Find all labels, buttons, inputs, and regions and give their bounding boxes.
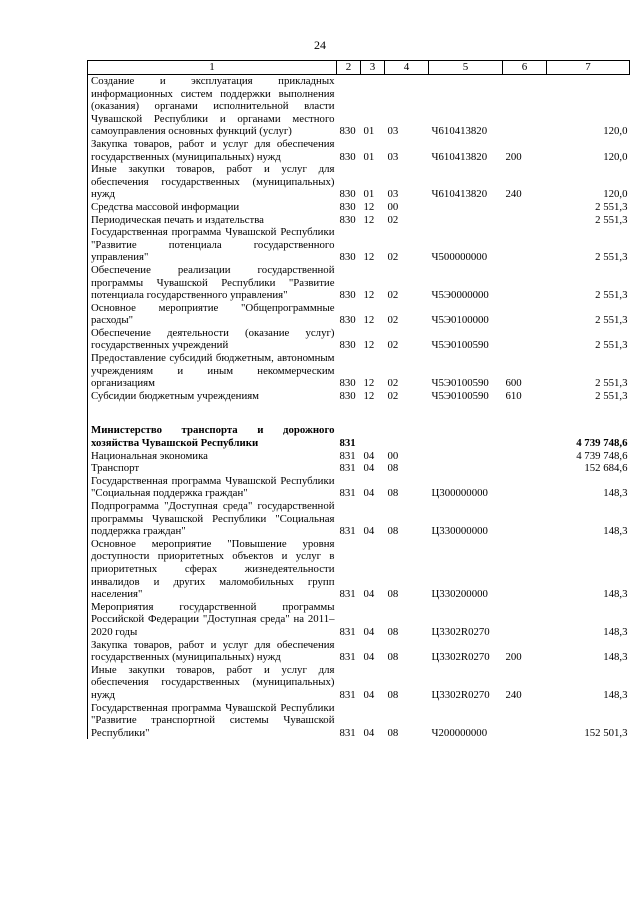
- cell-amount: 120,0: [603, 188, 628, 201]
- cell-rz: 01: [363, 125, 375, 138]
- table-row: [88, 201, 630, 214]
- table-row: [88, 538, 630, 601]
- cell-amount: 2 551,3: [595, 389, 628, 402]
- cell-gr: 830: [339, 200, 356, 213]
- cell-rz: 04: [363, 588, 375, 601]
- cell-amount: 120,0: [603, 150, 628, 163]
- table-row: [88, 327, 630, 352]
- cell-rz: 12: [363, 339, 375, 352]
- cell-name: Иные закупки товаров, работ и услуг для обеспечения государственных (муниципальных) нужд: [88, 664, 337, 702]
- header-col-rz: 3: [361, 61, 385, 75]
- cell-gr: 830: [339, 213, 356, 226]
- cell-vr: [503, 424, 547, 449]
- cell-gr: 830: [339, 251, 356, 264]
- cell-vr: [503, 327, 547, 352]
- table-row: [88, 702, 630, 740]
- cell-rz: 12: [363, 289, 375, 302]
- cell-rz: 12: [363, 314, 375, 327]
- cell-csr: Ц3302R0270: [431, 625, 490, 638]
- cell-vr: [503, 75, 547, 138]
- table-row: [88, 75, 630, 138]
- header-col-csr: 5: [429, 61, 503, 75]
- cell-pr: [385, 424, 429, 449]
- cell-vr: [503, 500, 547, 538]
- cell-pr: 02: [387, 339, 399, 352]
- cell-vr: 600: [505, 377, 522, 390]
- cell-gr: 830: [339, 125, 356, 138]
- cell-rz: 04: [363, 487, 375, 500]
- cell-csr: [429, 201, 503, 214]
- cell-pr: 02: [387, 389, 399, 402]
- cell-csr: Ч5Э0000000: [431, 289, 489, 302]
- cell-amount: 148,3: [603, 588, 628, 601]
- cell-pr: 00: [387, 449, 399, 462]
- cell-amount: [547, 402, 630, 424]
- cell-gr: [337, 402, 361, 424]
- cell-csr: Ч610413820: [431, 188, 488, 201]
- cell-gr: 830: [339, 339, 356, 352]
- cell-rz: [361, 402, 385, 424]
- cell-csr: Ц330000000: [431, 525, 488, 538]
- cell-amount: 152 501,3: [584, 726, 628, 739]
- cell-amount: 2 551,3: [595, 200, 628, 213]
- table-header-row: [88, 61, 630, 75]
- cell-pr: 00: [387, 200, 399, 213]
- cell-csr: Ч610413820: [431, 150, 488, 163]
- cell-csr: Ц3302R0270: [431, 651, 490, 664]
- cell-gr: 831: [339, 688, 356, 701]
- budget-table: [87, 60, 630, 739]
- cell-vr: [503, 475, 547, 500]
- cell-vr: [503, 702, 547, 740]
- cell-amount: 4 739 748,6: [576, 449, 628, 462]
- cell-gr: 830: [339, 150, 356, 163]
- cell-csr: Ч5Э0100590: [431, 377, 489, 390]
- cell-gr: 831: [339, 726, 356, 739]
- cell-vr: [503, 601, 547, 639]
- cell-amount: 2 551,3: [595, 377, 628, 390]
- cell-pr: 08: [387, 525, 399, 538]
- cell-pr: 03: [387, 150, 399, 163]
- cell-rz: 12: [363, 389, 375, 402]
- cell-rz: 12: [363, 251, 375, 264]
- cell-amount: 2 551,3: [595, 289, 628, 302]
- cell-rz: 12: [363, 200, 375, 213]
- cell-vr: 240: [505, 188, 522, 201]
- cell-rz: 04: [363, 651, 375, 664]
- cell-gr: 831: [339, 588, 356, 601]
- table-row: [88, 226, 630, 264]
- cell-csr: Ч500000000: [431, 251, 488, 264]
- page-number: 24: [314, 38, 326, 52]
- cell-name: Государственная программа Чувашской Республики "Социальная поддержка граждан": [88, 475, 337, 500]
- cell-vr: [503, 450, 547, 463]
- table-row: [88, 639, 630, 664]
- cell-csr: Ч5Э0100590: [431, 389, 489, 402]
- table-row: [88, 264, 630, 302]
- cell-name: Обеспечение реализации государственной программы Чувашской Республики "Развитие потенциала государственного управления": [88, 264, 337, 302]
- cell-csr: Ц3302R0270: [431, 688, 490, 701]
- cell-pr: 03: [387, 188, 399, 201]
- cell-gr: 831: [339, 651, 356, 664]
- cell-vr: [503, 201, 547, 214]
- cell-gr: 831: [339, 462, 356, 475]
- cell-pr: 02: [387, 213, 399, 226]
- cell-vr: [503, 538, 547, 601]
- cell-vr: 240: [505, 688, 522, 701]
- cell-pr: 03: [387, 125, 399, 138]
- header-col-amount: 7: [547, 61, 630, 75]
- cell-name: Министерство транспорта и дорожного хозяйства Чувашской Республики: [88, 424, 337, 449]
- table-row: [88, 424, 630, 449]
- cell-rz: 04: [363, 726, 375, 739]
- cell-amount: 148,3: [603, 651, 628, 664]
- cell-csr: Ц300000000: [431, 487, 488, 500]
- cell-gr: 830: [339, 314, 356, 327]
- cell-csr: [429, 462, 503, 475]
- table-row: [88, 402, 630, 424]
- cell-pr: 02: [387, 314, 399, 327]
- cell-amount: 2 551,3: [595, 339, 628, 352]
- table-row: [88, 475, 630, 500]
- cell-pr: 08: [387, 651, 399, 664]
- cell-csr: Ч5Э0100590: [431, 339, 489, 352]
- cell-gr: 831: [339, 625, 356, 638]
- cell-name: Периодическая печать и издательства: [88, 214, 337, 227]
- cell-rz: 04: [363, 525, 375, 538]
- cell-vr: [503, 402, 547, 424]
- cell-pr: 08: [387, 726, 399, 739]
- table-row: [88, 163, 630, 201]
- cell-csr: Ц330200000: [431, 588, 488, 601]
- cell-gr: 831: [339, 449, 356, 462]
- cell-csr: Ч610413820: [431, 125, 488, 138]
- cell-pr: 08: [387, 588, 399, 601]
- cell-name: Субсидии бюджетным учреждениям: [88, 390, 337, 403]
- header-col-pr: 4: [385, 61, 429, 75]
- cell-vr: [503, 462, 547, 475]
- cell-vr: [503, 226, 547, 264]
- cell-name: Средства массовой информации: [88, 201, 337, 214]
- cell-pr: 08: [387, 688, 399, 701]
- cell-name: Государственная программа Чувашской Республики "Развитие потенциала государственного управления": [88, 226, 337, 264]
- cell-name: Подпрограмма "Доступная среда" государственной программы Чувашской Республики "Социальная поддержка граждан": [88, 500, 337, 538]
- cell-gr: 830: [339, 188, 356, 201]
- cell-amount: 148,3: [603, 625, 628, 638]
- cell-gr: 831: [339, 525, 356, 538]
- table-row: [88, 450, 630, 463]
- cell-name: Основное мероприятие "Общепрограммные расходы": [88, 302, 337, 327]
- header-col-vr: 6: [503, 61, 547, 75]
- cell-name: Закупка товаров, работ и услуг для обеспечения государственных (муниципальных) нужд: [88, 639, 337, 664]
- cell-csr: [429, 402, 503, 424]
- cell-csr: Ч5Э0100000: [431, 314, 489, 327]
- cell-vr: 200: [505, 651, 522, 664]
- cell-amount: 148,3: [603, 525, 628, 538]
- table-row: [88, 390, 630, 403]
- cell-vr: 610: [505, 389, 522, 402]
- table-row: [88, 601, 630, 639]
- header-col-name: 1: [88, 61, 337, 75]
- cell-csr: [429, 450, 503, 463]
- table-row: [88, 214, 630, 227]
- cell-rz: 12: [363, 213, 375, 226]
- cell-rz: 04: [363, 688, 375, 701]
- cell-vr: 200: [505, 150, 522, 163]
- cell-amount: 148,3: [603, 688, 628, 701]
- cell-csr: [429, 214, 503, 227]
- cell-pr: 08: [387, 462, 399, 475]
- cell-csr: [429, 424, 503, 449]
- cell-pr: 08: [387, 487, 399, 500]
- cell-rz: 04: [363, 625, 375, 638]
- cell-rz: 12: [363, 377, 375, 390]
- cell-name: Закупка товаров, работ и услуг для обеспечения государственных (муниципальных) нужд: [88, 138, 337, 163]
- cell-name: Транспорт: [88, 462, 337, 475]
- cell-rz: 01: [363, 150, 375, 163]
- cell-gr: 831: [339, 437, 356, 450]
- cell-pr: 02: [387, 251, 399, 264]
- cell-vr: [503, 264, 547, 302]
- cell-gr: 831: [339, 487, 356, 500]
- cell-rz: [361, 424, 385, 449]
- cell-rz: 04: [363, 449, 375, 462]
- cell-name: Основное мероприятие "Повышение уровня доступности приоритетных объектов и услуг в приоритетных сферах жизнедеятельности инвалидов и других маломобильных групп населения": [88, 538, 337, 601]
- cell-gr: 830: [339, 289, 356, 302]
- cell-amount: 152 684,6: [584, 462, 628, 475]
- cell-name: Предоставление субсидий бюджетным, автономным учреждениям и иным некоммерческим организациям: [88, 352, 337, 390]
- cell-name: [88, 402, 337, 424]
- cell-pr: 02: [387, 377, 399, 390]
- cell-amount: 4 739 748,6: [576, 437, 628, 450]
- cell-amount: 120,0: [603, 125, 628, 138]
- cell-amount: 2 551,3: [595, 213, 628, 226]
- cell-amount: 148,3: [603, 487, 628, 500]
- table-row: [88, 302, 630, 327]
- cell-vr: [503, 214, 547, 227]
- cell-name: Иные закупки товаров, работ и услуг для обеспечения государственных (муниципальных) нужд: [88, 163, 337, 201]
- table-row: [88, 138, 630, 163]
- table-row: [88, 352, 630, 390]
- cell-gr: 830: [339, 389, 356, 402]
- cell-name: Национальная экономика: [88, 450, 337, 463]
- cell-rz: 04: [363, 462, 375, 475]
- cell-name: Мероприятия государственной программы Российской Федерации "Доступная среда" на 2011–2020 годы: [88, 601, 337, 639]
- header-col-gr: 2: [337, 61, 361, 75]
- cell-name: Государственная программа Чувашской Республики "Развитие транспортной системы Чувашской Республики": [88, 702, 337, 740]
- cell-pr: [385, 402, 429, 424]
- cell-amount: 2 551,3: [595, 251, 628, 264]
- cell-name: Обеспечение деятельности (оказание услуг) государственных учреждений: [88, 327, 337, 352]
- cell-amount: 2 551,3: [595, 314, 628, 327]
- table-row: [88, 500, 630, 538]
- table-row: [88, 664, 630, 702]
- table-row: [88, 462, 630, 475]
- cell-name: Создание и эксплуатация прикладных информационных систем поддержки выполнения (оказания) органами исполнительной власти Чувашской Республики и органами местного самоуправления основных функций (услуг): [88, 75, 337, 138]
- cell-pr: 08: [387, 625, 399, 638]
- cell-gr: 830: [339, 377, 356, 390]
- cell-rz: 01: [363, 188, 375, 201]
- cell-vr: [503, 302, 547, 327]
- cell-pr: 02: [387, 289, 399, 302]
- cell-csr: Ч200000000: [431, 726, 488, 739]
